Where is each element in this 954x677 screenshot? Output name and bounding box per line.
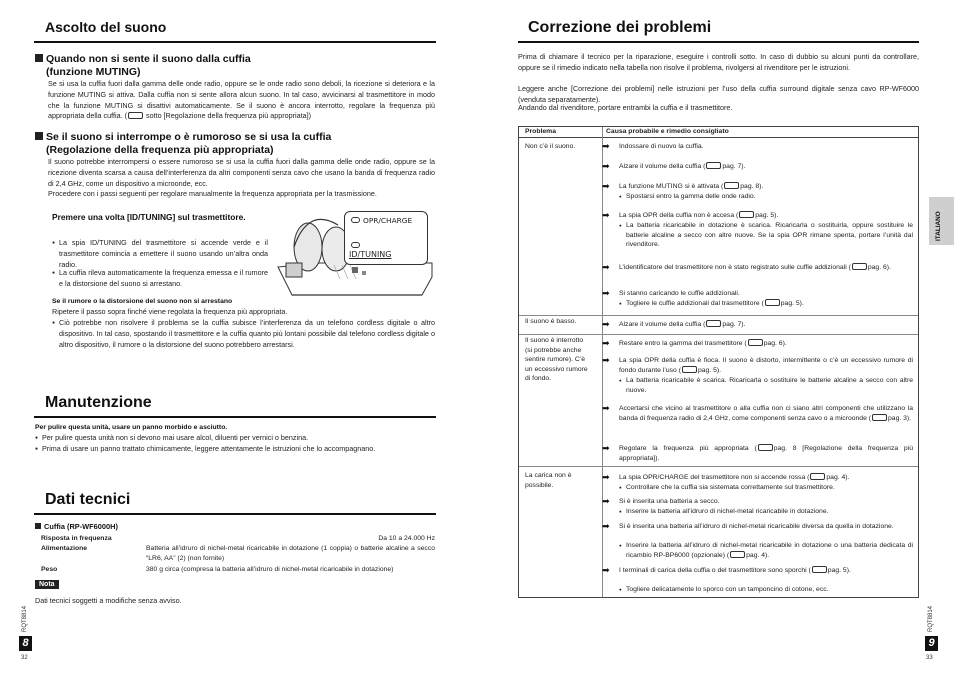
reference-page-icon	[765, 299, 780, 306]
troubleshooting-intro-2: Leggere anche [Correzione dei problemi] nelle istruzioni per l’uso della cuffia surround digitale senza cavo RP-WF6000 (venduta separatamente).	[518, 84, 919, 104]
remedy-item: Restare entro la gamma del trasmettitore ( pag. 6).	[619, 340, 787, 347]
reference-page-icon	[128, 112, 143, 119]
step-title: Premere una volta [ID/TUNING] sul trasmettitore.	[52, 212, 246, 222]
section-title-dati-tecnici: Dati tecnici	[45, 491, 131, 508]
section-title-manutenzione: Manutenzione	[45, 394, 152, 411]
square-bullet-icon	[35, 132, 43, 140]
subsection-title-line1: Quandо non si sente il suono dalla cuffia	[46, 53, 251, 65]
reference-page-icon	[810, 473, 825, 480]
step-bullet-1: ● La spia ID/TUNING del trasmettitore si accende verde e il trasmettitore comincia a emettere il suono usando un’altra onda radio.	[52, 238, 268, 270]
maintenance-bullet-2: ● Prima di usare un panno trattato chimicamente, leggere attentamente le istruzioni che lo accompagnano.	[35, 444, 435, 455]
row-divider	[519, 466, 918, 467]
page-number-left: 8	[19, 636, 32, 651]
page-title-troubleshooting: Correzione dei problemi	[528, 19, 712, 36]
problem-cell: Non c’è il suono.	[525, 143, 576, 150]
arrow-icon: ➡	[602, 161, 610, 171]
remedy-item: Si è inserita una batteria a secco.	[619, 498, 720, 505]
remedy-item: Si stanno caricando le cuffie addizionali.	[619, 290, 740, 297]
reference-page-icon	[706, 162, 721, 169]
arrow-icon: ➡	[602, 288, 610, 298]
remedy-item: La spia OPR della cuffia non è accesa ( pag. 5).	[619, 212, 779, 219]
footer-number-left: 32	[21, 655, 28, 661]
spec-row: Alimentazione Batteria all’idruro di nichel-metal ricaricabile in dotazione (1 coppia) o batterie alcaline a secco “LR6, AA” (2) (non fornite)	[41, 545, 435, 562]
arrow-icon: ➡	[602, 496, 610, 506]
muting-body: Se si usa la cuffia fuori dalla gamma delle onde radio, oppure se le onde radio sono deboli, la ricezione si deteriora e la funzione MUTING si attiva. Dalla cuffia non si sente allora alcun suono. In tal caso, avvicinarsi al trasmettitore in modo che la funzione MUTING si disattivi automaticamente. Se il suono è ancora interrotto, regolare la frequenza più appropriata della cuffia. ( sotto [Regolazione della frequenza più appropriata])	[48, 79, 435, 121]
column-header-remedy: Causa probabile e rimedio consigliato	[606, 128, 729, 135]
row-divider	[519, 315, 918, 316]
section-title-ascolto: Ascolto del suono	[45, 19, 167, 35]
remedy-subitem: ● Inserire la batteria all’idruro di nichel-metal ricaricabile in dotazione.	[619, 507, 913, 517]
noise-body: Ripetere il passo sopra finché viene regolata la frequenza più appropriata.	[52, 307, 288, 316]
remedy-subitem: ● Togliere le cuffie addizionali dal trasmettitore ( pag. 5).	[619, 299, 913, 309]
spec-row: Peso 380 g circa (compresa la batteria all’idruro di nichel-metal ricaricabile in dotazione)	[41, 566, 394, 573]
subsection-title-line1: Se il suono si interrompe o è rumoroso se si usa la cuffia	[46, 131, 332, 143]
device-callout-box	[344, 211, 428, 265]
reference-page-icon	[852, 263, 867, 270]
table-header	[519, 127, 918, 138]
arrow-icon: ➡	[602, 443, 610, 453]
section-rule	[34, 41, 436, 43]
arrow-icon: ➡	[602, 521, 610, 531]
maintenance-bullet-1: ● Per pulire questa unità non si devono mai usare alcol, diluenti per vernici o benzina.	[35, 433, 435, 444]
reference-page-icon	[758, 444, 773, 451]
troubleshooting-intro-3: Andando dal rivenditore, portare entrambi la cuffia e il trasmettitore.	[518, 103, 733, 112]
reference-page-icon	[730, 551, 745, 558]
section-rule	[34, 416, 436, 418]
arrow-icon: ➡	[602, 355, 610, 365]
reference-page-icon	[682, 366, 697, 373]
remedy-item: Alzare il volume della cuffia ( pag. 7).	[619, 321, 746, 328]
reference-page-icon	[812, 566, 827, 573]
arrow-icon: ➡	[602, 403, 610, 413]
remedy-item: Alzare il volume della cuffia ( pag. 7).	[619, 163, 746, 170]
section-rule	[518, 41, 919, 43]
problem-cell: La carica non è possibile.	[525, 472, 572, 489]
remedy-item: La spia OPR/CHARGE del trasmettitore non si accende rossa ( pag. 4).	[619, 474, 850, 481]
remedy-subitem: ● Spostarsi entro la gamma delle onde radio.	[619, 192, 913, 202]
reference-page-icon	[739, 211, 754, 218]
nota-text: Dati tecnici soggetti a modifiche senza avviso.	[35, 596, 182, 605]
troubleshooting-intro-1: Prima di chiamare il tecnico per la riparazione, eseguire i controlli sotto. In caso di dubbio su alcuni punti da controllare, oppure se il rimedio indicato nella tabella non risolve il problema, rivolgersi al rivenditore per le istruzioni.	[518, 52, 919, 72]
page-number-right: 9	[925, 636, 938, 651]
arrow-icon: ➡	[602, 319, 610, 329]
spec-title: Cuffia (RP-WF6000H)	[35, 522, 118, 531]
remedy-item: Accertarsi che vicino al trasmettitore o alla cuffia non ci siano altri componenti che utilizzano la banda di frequenza radio di 2,4 GHz, come componenti senza cavo o a microonde ( pag. 3).	[619, 405, 913, 422]
spec-table	[41, 534, 435, 575]
row-divider	[519, 334, 918, 335]
arrow-icon: ➡	[602, 181, 610, 191]
spec-row: Risposta in frequenza Da 10 a 24.000 Hz	[41, 535, 435, 542]
remedy-item: L’identificatore del trasmettitore non è stato registrato sulle cuffie addizionali ( pag. 6).	[619, 264, 891, 271]
problem-cell: Il suono è basso.	[525, 318, 577, 325]
nota-badge: Nota	[35, 580, 59, 589]
footer-number-right: 33	[926, 655, 933, 661]
remedy-subitem: ● Inserire la batteria all’idruro di nichel-metal ricaricabile in dotazione o una batteria dedicata di ricambio RP-BP6000 (opzionale) ( pag. 4).	[619, 541, 913, 560]
arrow-icon: ➡	[602, 472, 610, 482]
remedy-subitem: ● La batteria ricaricabile è scarica. Ricaricarla o sostituire le batterie alcaline a secco con altre nuove.	[619, 376, 913, 395]
arrow-icon: ➡	[602, 565, 610, 575]
maintenance-note: Per pulire questa unità, usare un panno morbido e asciutto.	[35, 424, 228, 431]
remedy-subitem: ● Controllare che la cuffia sia sistemata correttamente sul trasmettitore.	[619, 483, 913, 493]
problem-cell: Il suono è interrotto (si potrebbe anche sentire rumore). C’è un eccessivo rumore di fondo.	[525, 337, 588, 382]
subsection-title-line2: (Regolazione della frequenza più appropriata)	[46, 144, 274, 156]
subsection-title-line2: (funzione MUTING)	[46, 66, 141, 78]
noise-bullet: ● Ciò potrebbe non risolvere il problema se la cuffia subisce l’interferenza da un telefono cordless digitale o altro dispositivo. In tal caso, spostando il trasmettitore e la cuffia quanto più lontani possibile dal telefono cordless digitale o altro dispositivo, il rumore o la distorsione del suono potrebbero arrestarsi.	[52, 318, 435, 350]
arrow-icon: ➡	[602, 338, 610, 348]
id-tuning-label: ID/TUNING	[349, 250, 392, 259]
arrow-icon: ➡	[602, 262, 610, 272]
section-rule	[34, 513, 436, 515]
square-bullet-icon	[35, 54, 43, 62]
noise-title: Se il rumore o la distorsione del suono non si arrestano	[52, 298, 233, 305]
reference-page-icon	[724, 182, 739, 189]
remedy-subitem: ● Togliere delicatamente lo sporco con un tamponcino di cotone, ecc.	[619, 585, 913, 595]
remedy-item: I terminali di carica della cuffia o del trasmettitore sono sporchi ( pag. 5).	[619, 567, 851, 574]
subsection-frequency-title	[35, 131, 331, 157]
opr-indicator-icon	[351, 217, 360, 223]
arrow-icon: ➡	[602, 210, 610, 220]
id-tuning-indicator-icon	[351, 242, 360, 248]
frequency-body: Il suono potrebbe interrompersi o essere rumoroso se si usa la cuffia fuori dalla gamma delle onde radio, oppure se la ricezione diventa scarsa a causa dell’interferenza da altri componenti senza cavo che usano la banda di frequenza radio di 2,4 GHz, come un dispositivo a microonde, ecc. Procedere con i passi seguenti per regolare manualmente la frequenza appropriata per la trasmissione.	[48, 157, 435, 199]
remedy-subitem: ● La batteria ricaricabile in dotazione è scarica. Ricaricarla o sostituirla, oppure sostituire le batterie alcaline a secco con altre nuove. Se la spia OPR rimane spenta, portare l’unità dal rivenditore.	[619, 221, 913, 250]
language-side-label: ITALIANO	[935, 211, 942, 241]
column-header-problem: Problema	[525, 128, 556, 135]
reference-page-icon	[706, 320, 721, 327]
opr-charge-label: OPR/CHARGE	[363, 216, 413, 225]
doc-code-right: RQT8814	[928, 605, 934, 632]
remedy-item: Si è inserita una batteria all’idruro di nichel-metal ricaricabile diversa da quella in dotazione.	[619, 523, 894, 530]
remedy-item: La funzione MUTING si è attivata ( pag. 8).	[619, 183, 764, 190]
reference-page-icon	[872, 414, 887, 421]
remedy-item: La spia OPR della cuffia è fioca. Il suono è distorto, intermittente o c’è un eccessivo rumore di fondo durante l’uso ( pag. 5).	[619, 357, 913, 374]
step-bullet-2: ● La cuffia rileva automaticamente la frequenza emessa e il rumore e la distorsione del suono si arrestano.	[52, 268, 268, 290]
arrow-icon: ➡	[602, 141, 610, 151]
remedy-item: Indossare di nuovo la cuffia.	[619, 143, 704, 150]
reference-page-icon	[748, 339, 763, 346]
square-bullet-icon	[35, 523, 41, 529]
troubleshooting-table	[518, 126, 919, 598]
remedy-item: Regolare la frequenza più appropriata ( pag. 8 [Regolazione della frequenza più appropriata]).	[619, 445, 913, 462]
doc-code-left: RQT8814	[22, 605, 28, 632]
subsection-muting-title	[35, 53, 251, 79]
